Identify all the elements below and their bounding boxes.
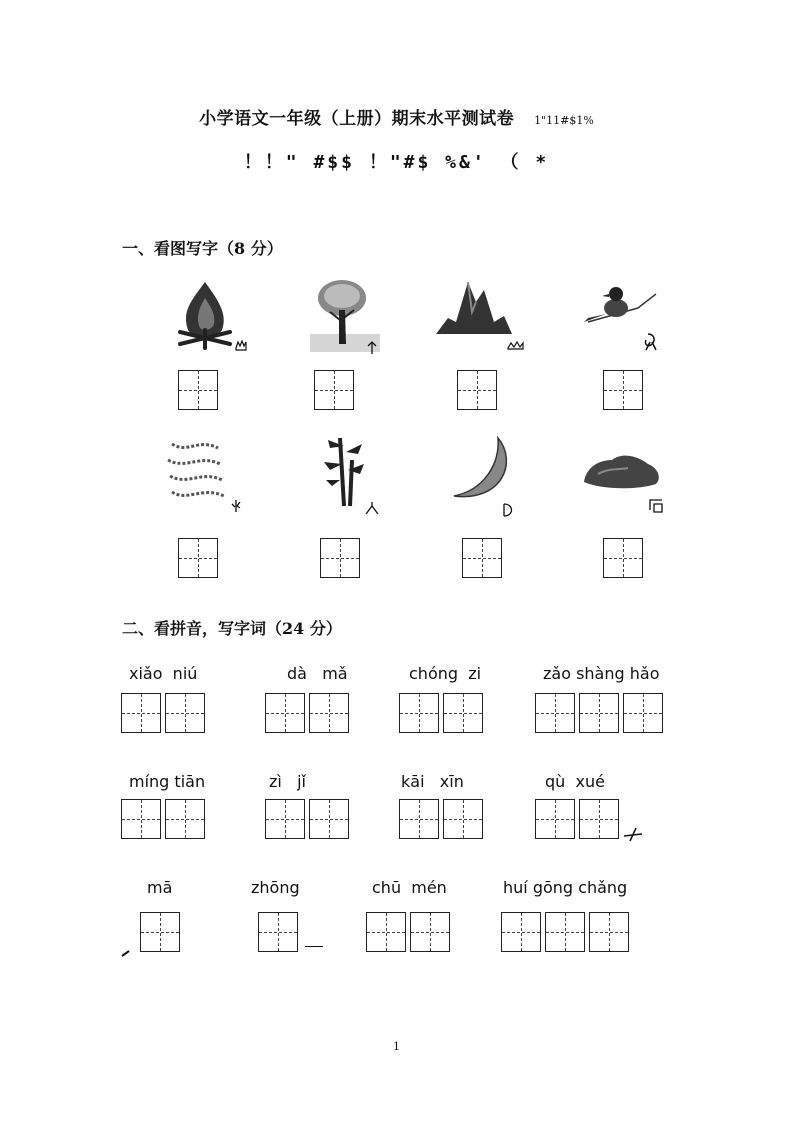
pinyin-zhong: zhōng xyxy=(251,878,300,897)
answer-box[interactable] xyxy=(399,799,439,839)
answer-box[interactable] xyxy=(121,799,161,839)
answer-box[interactable] xyxy=(309,693,349,733)
answer-box[interactable] xyxy=(410,912,450,952)
title-text: 小学语文一年级（上册）期末水平测试卷 xyxy=(199,109,515,129)
answer-box[interactable] xyxy=(579,799,619,839)
section-2-heading: 二、看拼音，写字词（24 分） xyxy=(122,619,342,638)
moon-icon xyxy=(440,430,530,520)
water-icon xyxy=(158,430,248,520)
answer-box-moon[interactable] xyxy=(462,538,502,578)
answer-box[interactable] xyxy=(579,693,619,733)
answer-box[interactable] xyxy=(545,912,585,952)
answer-box[interactable] xyxy=(589,912,629,952)
pinyin-ma: mā xyxy=(147,878,173,897)
mountain-icon xyxy=(434,272,524,362)
section-1-heading: 一、看图写字（8 分） xyxy=(122,239,283,258)
pinyin-ming-tian: míng tiān xyxy=(129,772,206,791)
answer-box[interactable] xyxy=(165,693,205,733)
answer-box[interactable] xyxy=(140,912,180,952)
answer-box[interactable] xyxy=(265,799,305,839)
title-tag: 1"11#$1% xyxy=(534,114,594,127)
answer-box-water[interactable] xyxy=(178,538,218,578)
trailing-stroke-mark xyxy=(305,946,323,947)
page-subtitle: ！！" #$$ ！"#$ %&' （ * xyxy=(243,152,550,173)
page-number: 1 xyxy=(393,1040,400,1053)
answer-box-stone[interactable] xyxy=(603,538,643,578)
answer-box[interactable] xyxy=(366,912,406,952)
pinyin-qu-xue: qù xué xyxy=(545,772,605,791)
answer-box[interactable] xyxy=(501,912,541,952)
answer-box-tree[interactable] xyxy=(314,370,354,410)
answer-box[interactable] xyxy=(443,693,483,733)
bamboo-icon xyxy=(300,430,390,520)
trailing-stroke-mark xyxy=(622,826,644,842)
pinyin-da-ma: dà mǎ xyxy=(287,664,348,683)
answer-box[interactable] xyxy=(399,693,439,733)
answer-box[interactable] xyxy=(258,912,298,952)
answer-box[interactable] xyxy=(535,693,575,733)
pinyin-kai-xin: kāi xīn xyxy=(401,772,464,791)
answer-box-bamboo[interactable] xyxy=(320,538,360,578)
pinyin-zao-shang-hao: zǎo shàng hǎo xyxy=(543,664,660,683)
tree-icon xyxy=(302,272,392,362)
answer-box-mountain[interactable] xyxy=(457,370,497,410)
pinyin-chu-men: chū mén xyxy=(372,878,447,897)
answer-box[interactable] xyxy=(121,693,161,733)
pinyin-xiao-niu: xiǎo niú xyxy=(129,664,198,683)
stone-icon xyxy=(578,430,668,520)
answer-box[interactable] xyxy=(309,799,349,839)
answer-box-bird[interactable] xyxy=(603,370,643,410)
answer-box[interactable] xyxy=(623,693,663,733)
pinyin-zi-ji: zì jǐ xyxy=(269,772,306,791)
page-title xyxy=(0,104,793,129)
answer-box-fire[interactable] xyxy=(178,370,218,410)
answer-box[interactable] xyxy=(443,799,483,839)
answer-box[interactable] xyxy=(165,799,205,839)
pinyin-hui-gong-chang: huí gōng chǎng xyxy=(503,878,628,897)
answer-box[interactable] xyxy=(535,799,575,839)
fire-icon xyxy=(160,272,250,362)
pinyin-chong-zi: chóng zi xyxy=(409,664,482,683)
leading-stroke-mark xyxy=(120,948,132,958)
answer-box[interactable] xyxy=(265,693,305,733)
bird-icon xyxy=(578,272,668,362)
